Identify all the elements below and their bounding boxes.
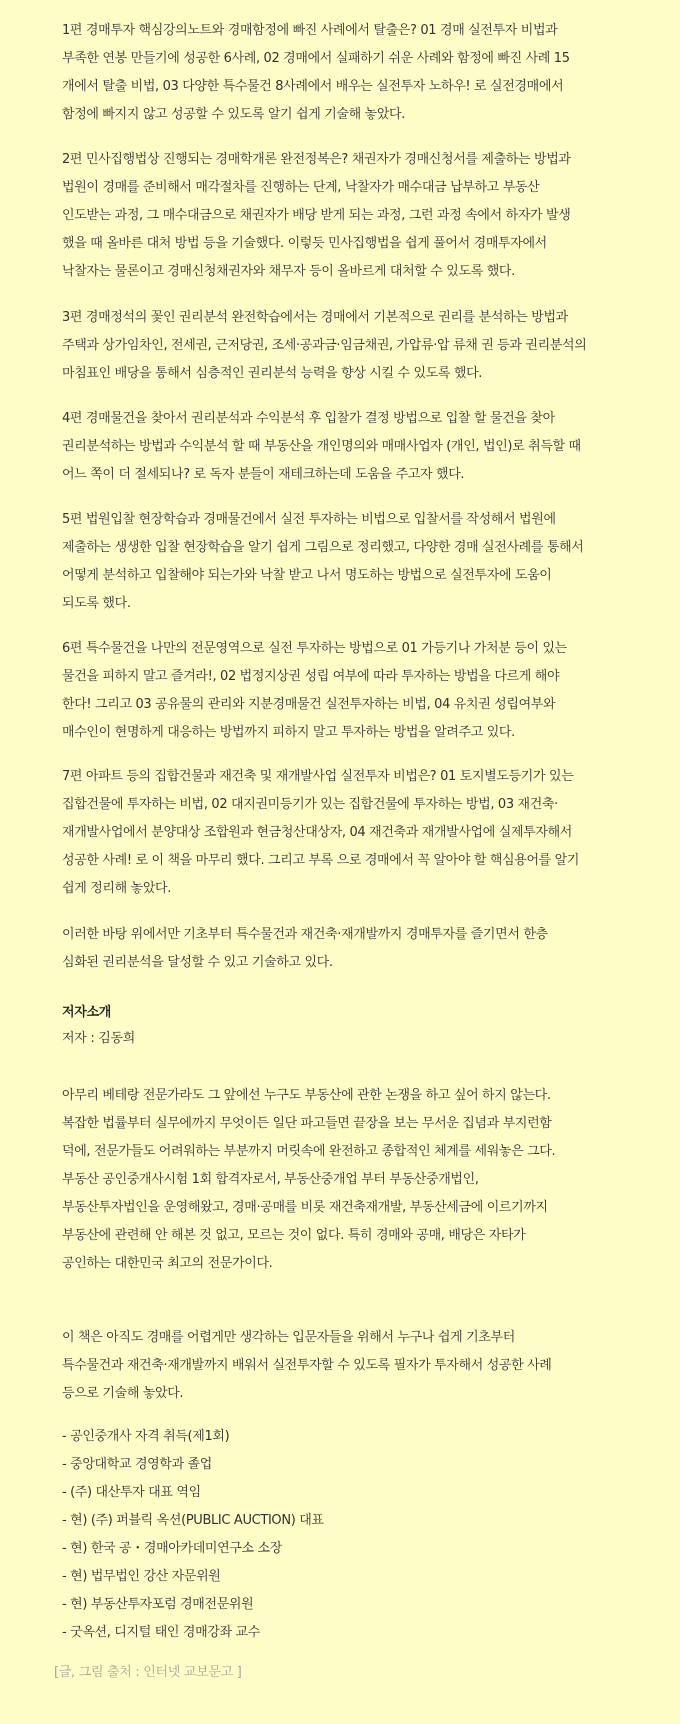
text-line: 복잡한 법률부터 실무에까지 무엇이든 일단 파고들면 끝장을 보는 무서운 집념과 부지런함 <box>62 1116 552 1131</box>
intro-part1-paragraph <box>62 17 667 129</box>
intro-closing-paragraph <box>62 921 667 977</box>
text-line: 덕에, 전문가들도 어려워하는 부분까지 머릿속에 완전하고 종합적인 체계를 세워놓은 그다. <box>62 1144 556 1159</box>
text-line: 부동산 공인중개사시험 1회 합격자로서, 부동산중개업 부터 부동산중개법인, <box>62 1172 479 1187</box>
career-item: - 중앙대학교 경영학과 졸업 <box>62 1457 212 1472</box>
author-bio-paragraph <box>62 1082 667 1278</box>
text-line: 매수인이 현명하게 대응하는 방법까지 피하지 말고 투자하는 방법을 알려주고 있다. <box>62 725 515 740</box>
text-line: 권리분석하는 방법과 수익분석 할 때 부동산을 개인명의와 매매사업자 (개인, 법인)로 취득할 때 <box>62 439 581 454</box>
intro-part7-paragraph <box>62 763 667 903</box>
text-line: 4편 경매물건을 찾아서 권리분석과 수익분석 후 입찰가 결정 방법으로 입찰 할 물건을 찾아 <box>62 411 555 426</box>
text-line: 특수물건과 재건축·재개발까지 배워서 실전투자할 수 있도록 필자가 투자해서 성공한 사례 <box>62 1358 552 1373</box>
text-line: 3편 경매정석의 꽃인 권리분석 완전학습에서는 경매에서 기본적으로 권리를 분석하는 방법과 <box>62 310 568 325</box>
text-line: 낙찰자는 물론이고 경매신청채권자와 채무자 등이 올바르게 대처할 수 있도록 했다. <box>62 264 515 279</box>
text-line: 이 책은 아직도 경매를 어렵게만 생각하는 입문자들을 위해서 누구나 쉽게 기초부터 <box>62 1330 515 1345</box>
career-item: - 현) 법무법인 강산 자문위원 <box>62 1569 221 1584</box>
text-line: 집합건물에 투자하는 비법, 02 대지권미등기가 있는 집합건물에 투자하는 방법, 03 재건축· <box>62 797 558 812</box>
intro-part4-paragraph <box>62 405 667 489</box>
text-line: 마침표인 배당을 통해서 심층적인 권리분석 능력을 향상 시킬 수 있도록 했다. <box>62 366 483 381</box>
text-line: 인도받는 과정, 그 매수대금으로 채권자가 배당 받게 되는 과정, 그런 과정 속에서 하자가 발생 <box>62 208 571 223</box>
text-line: 성공한 사례! 로 이 책을 마무리 했다. 그리고 부록 으로 경매에서 꼭 알아야 할 핵심용어를 알기 <box>62 853 580 868</box>
text-line: 주택과 상가임차인, 전세권, 근저당권, 조세·공과금·임금채권, 가압류·압 류채 권 등과 권리분석의 <box>62 338 587 353</box>
text-line: 개에서 탈출 비법, 03 다양한 특수물건 8사례에서 배우는 실전투자 노하우! 로 실전경매에서 <box>62 79 564 94</box>
text-line: 2편 민사집행법상 진행되는 경매학개론 완전정복은? 채권자가 경매신청서를 제출하는 방법과 <box>62 152 571 167</box>
intro-part3-paragraph <box>62 304 667 388</box>
career-item: - 현) 한국 공・경매아카데미연구소 소장 <box>62 1541 282 1556</box>
intro-part6-paragraph <box>62 635 667 747</box>
text-line: 심화된 권리분석을 달성할 수 있고 기술하고 있다. <box>62 955 333 970</box>
author-career-list <box>62 1423 324 1647</box>
source-credit: [글, 그림 출처 : 인터넷 교보문고 ] <box>54 1665 242 1680</box>
intro-part5-paragraph <box>62 506 667 618</box>
text-line: 5편 법원입찰 현장학습과 경매물건에서 실전 투자하는 비법으로 입찰서를 작성해서 법원에 <box>62 512 556 527</box>
career-item: - 현) (주) 퍼블릭 옥션(PUBLIC AUCTION) 대표 <box>62 1513 324 1528</box>
text-line: 제출하는 생생한 입찰 현장학습을 알기 쉽게 그림으로 정리했고, 다양한 경매 실전사례를 통해서 <box>62 540 584 555</box>
text-line: 부족한 연봉 만들기에 성공한 6사례, 02 경매에서 실패하기 쉬운 사례와 함정에 빠진 사례 15 <box>62 51 570 66</box>
author-book-intent-paragraph <box>62 1324 667 1408</box>
career-item: - 현) 부동산투자포럼 경매전문위원 <box>62 1597 254 1612</box>
text-line: 쉽게 정리해 놓았다. <box>62 881 172 896</box>
text-line: 되도록 했다. <box>62 596 131 611</box>
intro-part2-paragraph <box>62 146 667 286</box>
text-line: 재개발사업에서 분양대상 조합원과 현금청산대상자, 04 재건축과 재개발사업에 실제투자해서 <box>62 825 573 840</box>
author-name: 저자 : 김동희 <box>62 1031 136 1046</box>
text-line: 했을 때 올바른 대처 방법 등을 기술했다. 이렇듯 민사집행법을 쉽게 풀어서 경매투자에서 <box>62 236 547 251</box>
text-line: 어느 쪽이 더 절세되나? 로 독자 분들이 재테크하는데 도움을 주고자 했다. <box>62 467 465 482</box>
text-line: 6편 특수물건을 나만의 전문영역으로 실전 투자하는 방법으로 01 가등기나 가처분 등이 있는 <box>62 641 567 656</box>
text-line: 7편 아파트 등의 집합건물과 재건축 및 재개발사업 실전투자 비법은? 01 토지별도등기가 있는 <box>62 769 574 784</box>
text-line: 아무리 베테랑 전문가라도 그 앞에선 누구도 부동산에 관한 논쟁을 하고 싶어 하지 않는다. <box>62 1088 551 1103</box>
text-line: 물건을 피하지 말고 즐겨라!, 02 법정지상권 성립 여부에 따라 투자하는 방법을 다르게 해야 <box>62 669 560 684</box>
career-item: - 공인중개사 자격 취득(제1회) <box>62 1429 230 1444</box>
career-item: - 굿옥션, 디지털 태인 경매강좌 교수 <box>62 1625 260 1640</box>
text-line: 부동산에 관련해 안 해본 것 없고, 모르는 것이 없다. 특히 경매와 공매, 배당은 자타가 <box>62 1228 526 1243</box>
text-line: 1편 경매투자 핵심강의노트와 경매함정에 빠진 사례에서 탈출은? 01 경매 실전투자 비법과 <box>62 23 558 38</box>
text-line: 어떻게 분석하고 입찰해야 되는가와 낙찰 받고 나서 명도하는 방법으로 실전투자에 도움이 <box>62 568 552 583</box>
career-item: - (주) 대산투자 대표 역임 <box>62 1485 201 1500</box>
text-line: 이러한 바탕 위에서만 기초부터 특수물건과 재건축·재개발까지 경매투자를 즐기면서 한층 <box>62 927 548 942</box>
author-section-heading: 저자소개 <box>62 1005 112 1020</box>
text-line: 법원이 경매를 준비해서 매각절차를 진행하는 단계, 낙찰자가 매수대금 납부하고 부동산 <box>62 180 540 195</box>
text-line: 공인하는 대한민국 최고의 전문가이다. <box>62 1256 273 1271</box>
text-line: 한다! 그리고 03 공유물의 관리와 지분경매물건 실전투자하는 비법, 04 유치권 성립여부와 <box>62 697 556 712</box>
text-line: 등으로 기술해 놓았다. <box>62 1386 184 1401</box>
text-line: 부동산투자법인을 운영해왔고, 경매·공매를 비롯 재건축재개발, 부동산세금에 이르기까지 <box>62 1200 548 1215</box>
text-line: 함정에 빠지지 않고 성공할 수 있도록 알기 쉽게 기술해 놓았다. <box>62 107 406 122</box>
